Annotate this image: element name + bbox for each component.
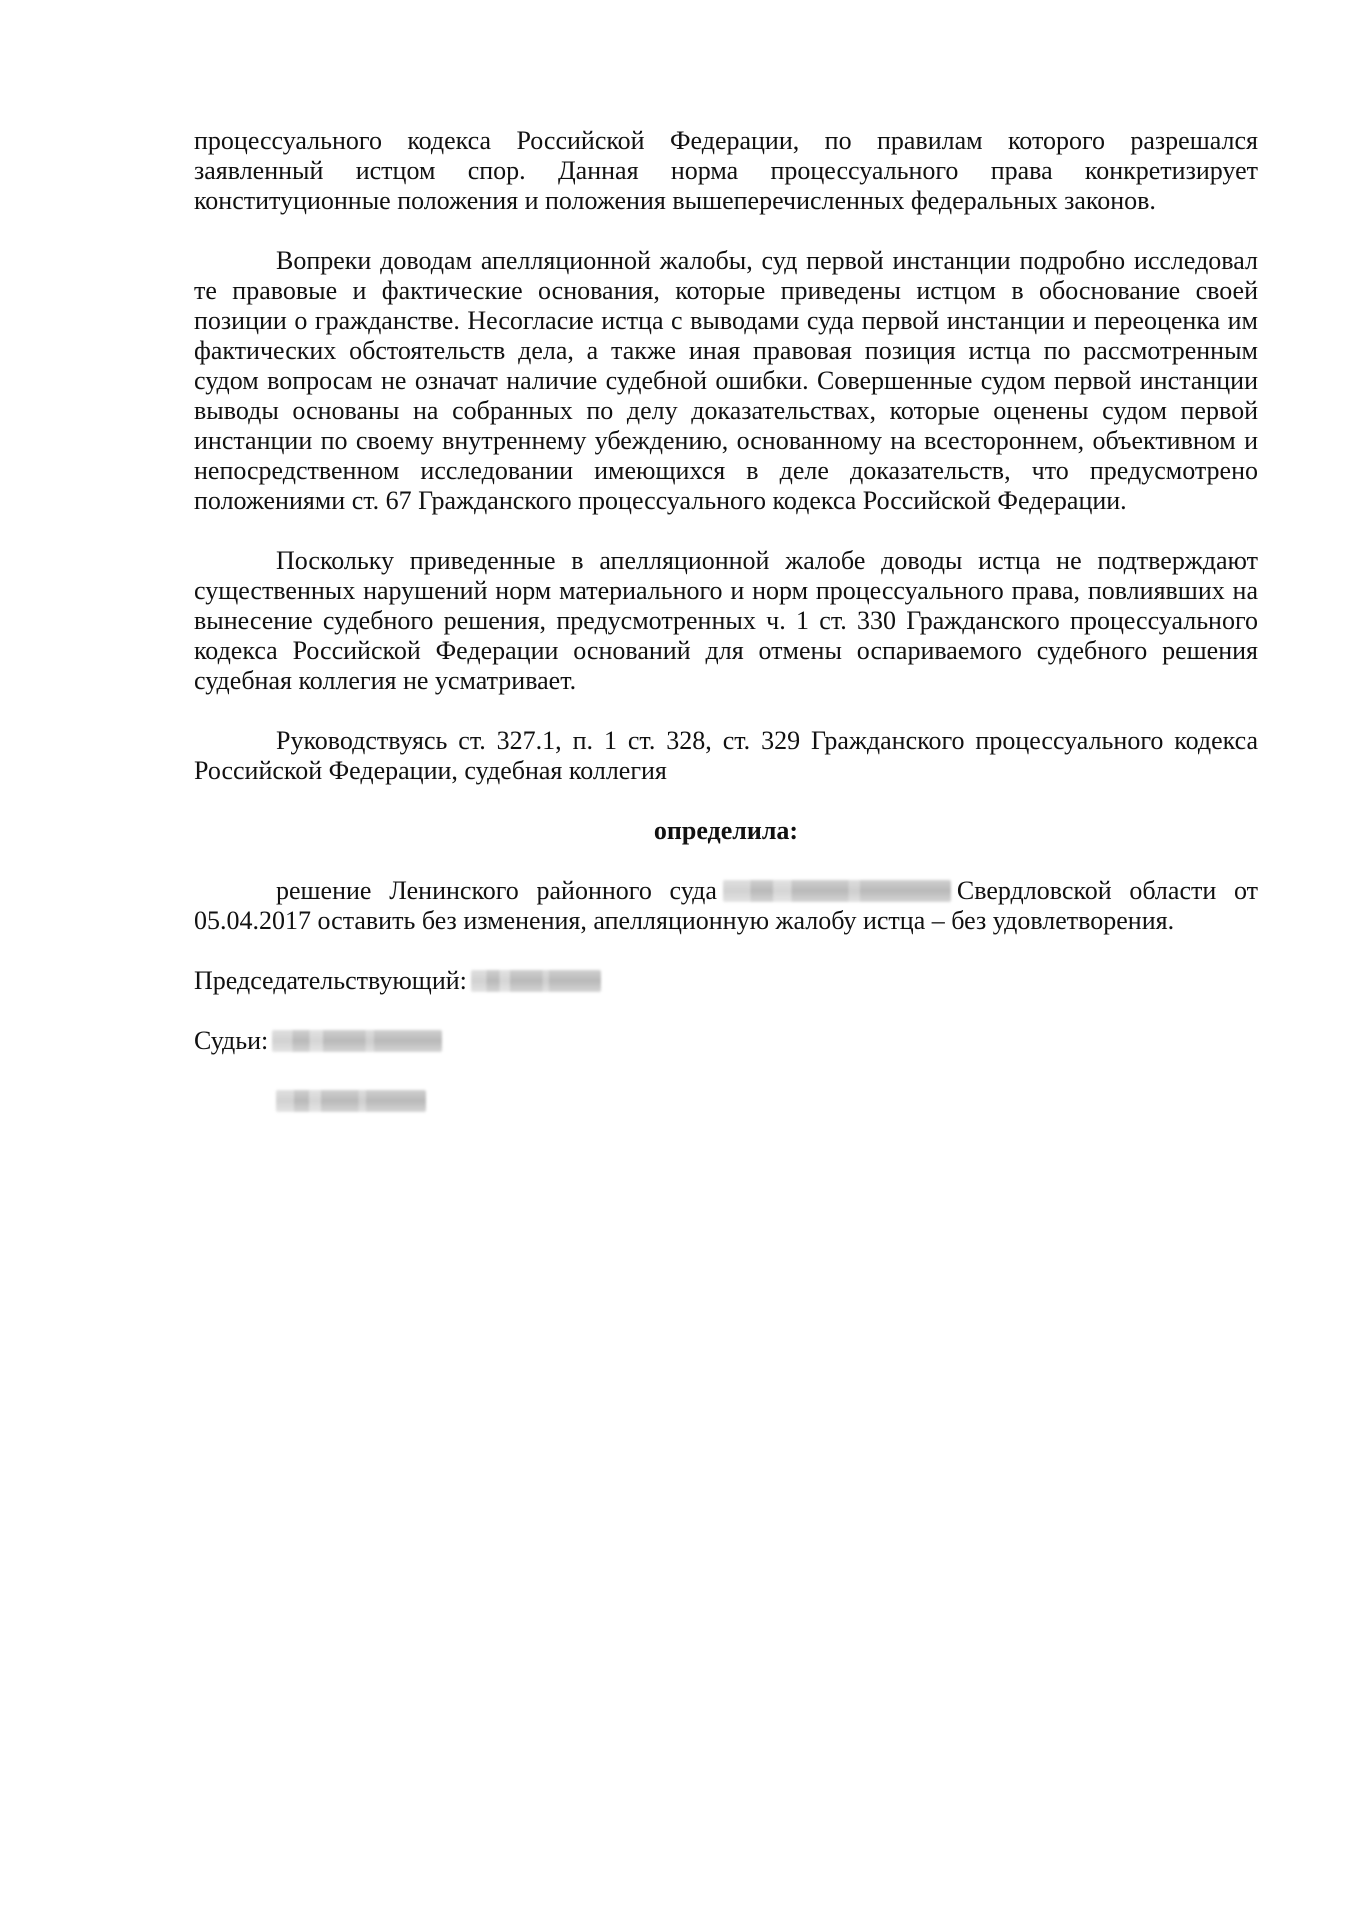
ruling-text-start: решение Ленинского районного суда — [276, 876, 717, 905]
ruling-heading: определила: — [653, 816, 799, 845]
judges-signature-2 — [194, 1086, 1258, 1116]
redacted-judge-name-2 — [276, 1090, 426, 1112]
redacted-chair-name — [471, 970, 601, 992]
paragraph-3: Поскольку приведенные в апелляционной жалобе доводы истца не подтверждают существенных нарушений норм материального и норм процессуального права, повлиявших на вынесение судебного решения, предусмотренных ч. 1 ст. 330 Гражданского процессуального кодекса Российской Федерации оснований для отмены оспариваемого судебного решения судебная коллегия не усматривает. — [194, 546, 1258, 695]
redacted-judge-name-1 — [272, 1030, 442, 1052]
paragraph-1: процессуального кодекса Российской Федерации, по правилам которого разрешался заявленный истцом спор. Данная норма процессуального права конкретизирует конституционные положения и положения вышеперечисленных федеральных законов. — [194, 126, 1258, 215]
paragraph-4: Руководствуясь ст. 327.1, п. 1 ст. 328, ст. 329 Гражданского процессуального кодекса Российской Федерации, судебная коллегия — [194, 726, 1258, 785]
paragraph-2: Вопреки доводам апелляционной жалобы, суд первой инстанции подробно исследовал те правовые и фактические основания, которые приведены истцом в обоснование своей позиции о гражданстве. Несогласие истца с выводами суда первой инстанции и переоценка им фактических обстоятельств дела, а также иная правовая позиция истца по рассмотренным судом вопросам не означат наличие судебной ошибки. Совершенные судом первой инстанции выводы основаны на собранных по делу доказательствах, которые оценены судом первой инстанции по своему внутреннему убеждению, основанному на всестороннем, объективном и непосредственном исследовании имеющихся в деле доказательств, что предусмотрено положениями ст. 67 Гражданского процессуального кодекса Российской Федерации. — [194, 246, 1258, 515]
ruling-text-end: Свердловской области от 05.04.2017 оставить без изменения, апелляционную жалобу истца – без удовлетворения. — [194, 876, 1259, 935]
ruling-paragraph — [194, 876, 1258, 936]
redacted-court-location — [723, 880, 951, 902]
judges-signature — [194, 1026, 1258, 1056]
document-page — [194, 126, 1258, 1146]
chair-label: Председательствующий: — [194, 966, 467, 995]
chair-signature — [194, 966, 1258, 996]
judges-label: Судьи: — [194, 1026, 269, 1055]
